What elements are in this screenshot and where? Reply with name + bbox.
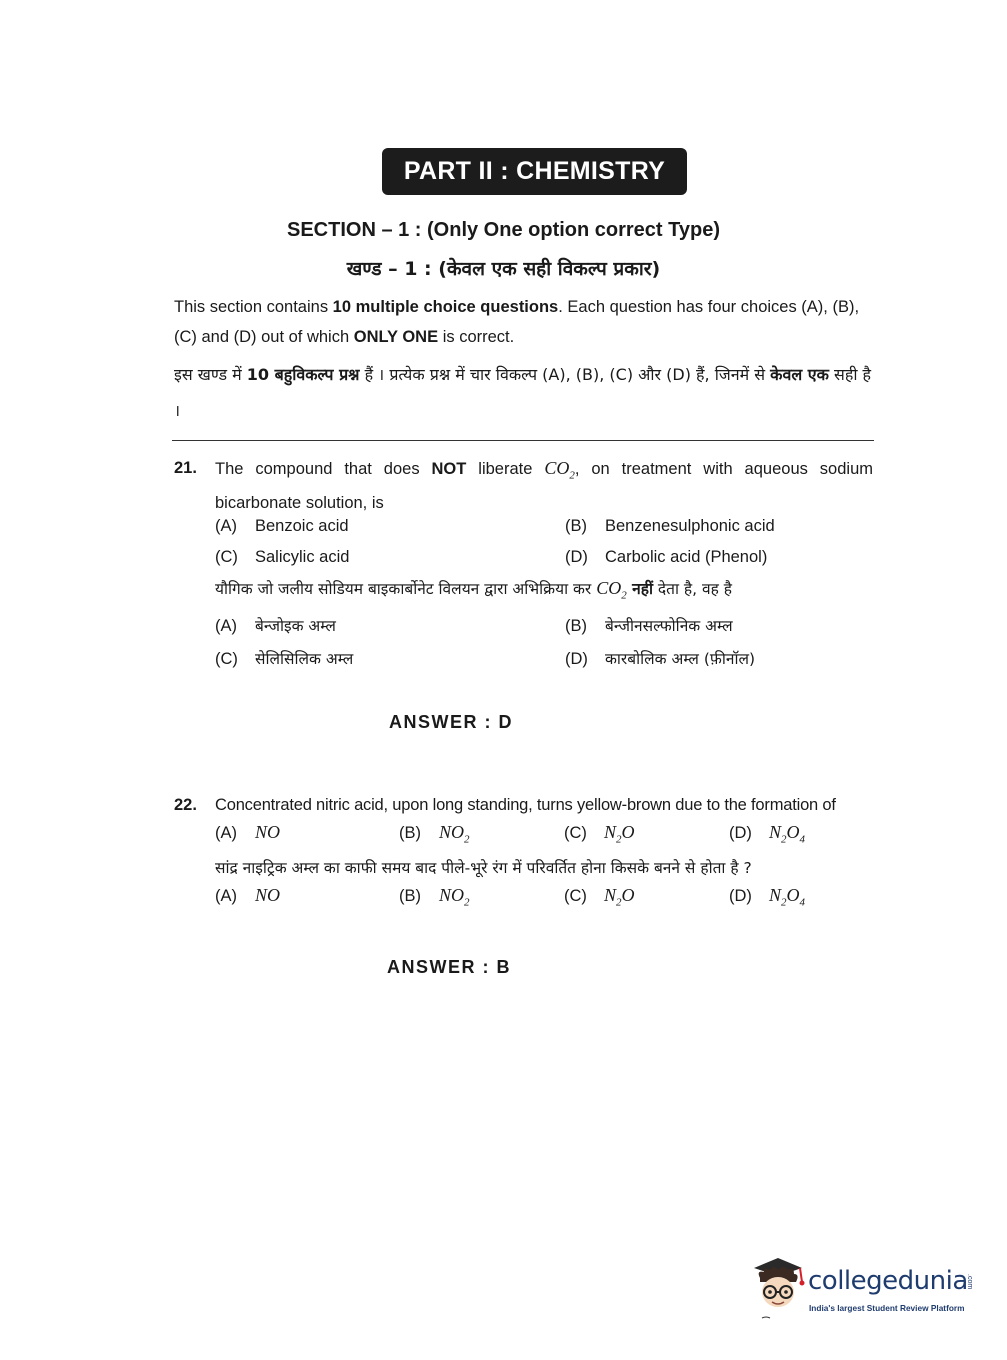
option-label: (B) [565,617,587,635]
formula-part: CO [596,578,622,598]
logo-tagline: India's largest Student Review Platform [809,1303,965,1313]
section-title-hindi: खण्ड – 1 : (केवल एक सही विकल्प प्रकार) [346,258,661,280]
chem-formula [544,458,575,482]
option-text: Salicylic acid [255,548,350,566]
chem-formula [255,822,280,842]
chem-formula [439,885,470,909]
question-number: 21. [174,459,197,477]
formula-part: N [769,885,782,905]
q-text: liberate [466,460,545,478]
formula-part: O [786,822,800,842]
formula-part: N [604,822,617,842]
instr-text: इस खण्ड में [174,365,247,384]
formula-sub: 4 [799,833,806,846]
formula-part: NO [439,885,465,905]
formula-part: NO [439,822,465,842]
option-c-hindi [564,885,635,909]
chem-formula [604,822,635,846]
chem-formula [596,578,627,602]
option-label: (D) [729,824,752,842]
chem-formula [439,822,470,846]
instr-bold: केवल एक [770,365,829,384]
instr-bold: ONLY ONE [353,328,439,346]
option-b-hindi [565,614,733,636]
chem-formula [255,885,280,905]
formula-sub: 2 [616,896,622,909]
instr-text: सही है । [174,365,872,420]
formula-sub: 2 [781,833,787,846]
formula-part: NO [255,885,281,905]
formula-part: NO [255,822,281,842]
option-label: (C) [215,548,238,566]
formula-sub: 2 [616,833,622,846]
question-text-hindi [215,577,875,602]
option-a-hindi [215,885,280,906]
q-bold: नहीं [626,580,653,598]
option-b [565,517,775,536]
formula-part: O [786,885,800,905]
mascot-logo-icon [750,1252,808,1322]
formula-part: N [769,822,782,842]
option-label: (D) [729,887,752,905]
formula-part: O [621,885,635,905]
formula-sub: 4 [799,896,806,909]
formula-part: CO [544,458,570,478]
q-text: यौगिक जो जलीय सोडियम बाइकार्बोनेट विलयन द्वारा अभिक्रिया कर [215,580,597,598]
option-a [215,822,280,843]
instr-text: हैं । प्रत्येक प्रश्न में चार विकल्प (A), (B), (C) और (D) हैं, जिनमें से [359,365,771,384]
q-text: , on treatment with aqueous sodium bicarbonate solution, is [215,460,873,512]
option-label: (B) [399,824,421,842]
option-label: (D) [565,650,588,668]
instr-text: is correct. [438,328,515,346]
instr-bold: 10 बहुविकल्प प्रश्न [246,365,360,384]
formula-sub: 2 [621,589,627,602]
option-d-hindi [565,647,755,669]
option-c [215,548,349,567]
instr-text: . Each question has four choices (A), (B), (C) and (D) out of which [174,298,860,346]
option-c-hindi [215,647,353,669]
section-instructions-hindi [174,357,874,429]
section-instructions [174,292,874,352]
logo-wordmark: collegedunia [808,1266,968,1296]
formula-sub: 2 [781,896,787,909]
chem-formula [769,822,806,846]
instr-text: This section contains [174,298,333,316]
formula-part: N [604,885,617,905]
option-label: (A) [215,517,237,535]
option-label: (A) [215,617,237,635]
q-bold: NOT [431,460,467,478]
question-text [215,455,873,517]
section-title: SECTION – 1 : (Only One option correct Type) [286,219,721,241]
logo-domain: .com [966,1274,973,1290]
option-c [564,822,635,846]
option-text: Benzoic acid [255,517,349,535]
option-b [399,822,470,846]
instr-bold: 10 multiple choice questions [332,298,559,316]
option-label: (B) [399,887,421,905]
question-text: Concentrated nitric acid, upon long standing, turns yellow-brown due to the formation of [215,796,836,814]
question-number: 22. [174,796,197,814]
option-text: Carbolic acid (Phenol) [605,548,768,566]
q-text: The compound that does [215,460,432,478]
option-label: (A) [215,824,237,842]
option-label: (B) [565,517,587,535]
option-label: (C) [215,650,238,668]
option-d-hindi [729,885,805,909]
chem-formula [769,885,806,909]
option-text: Benzenesulphonic acid [605,517,775,535]
option-text: बेन्जोइक अम्ल [255,617,336,635]
option-d [565,548,767,567]
question-text-hindi: सांद्र नाइट्रिक अम्ल का काफी समय बाद पीले-भूरे रंग में परिवर्तित होना किसके बनने से होता है ? [215,859,752,877]
option-text: सेलिसिलिक अम्ल [255,650,354,668]
option-text: कारबोलिक अम्ल (फ़ीनॉल) [605,650,756,668]
option-d [729,822,805,846]
q-text: देता है, वह है [652,580,732,598]
section-divider [172,440,874,441]
option-label: (C) [564,887,587,905]
formula-sub: 2 [569,469,575,482]
option-text: बेन्जीनसल्फोनिक अम्ल [605,617,733,635]
chem-formula [604,885,635,909]
option-b-hindi [399,885,470,909]
option-label: (A) [215,887,237,905]
answer-label: ANSWER : D [389,712,513,732]
option-a [215,517,349,536]
formula-sub: 2 [464,896,470,909]
formula-sub: 2 [464,833,470,846]
formula-part: O [621,822,635,842]
option-label: (C) [564,824,587,842]
answer-label: ANSWER : B [387,957,511,977]
part-title-banner: PART II : CHEMISTRY [382,148,687,195]
option-a-hindi [215,614,336,636]
option-label: (D) [565,548,588,566]
